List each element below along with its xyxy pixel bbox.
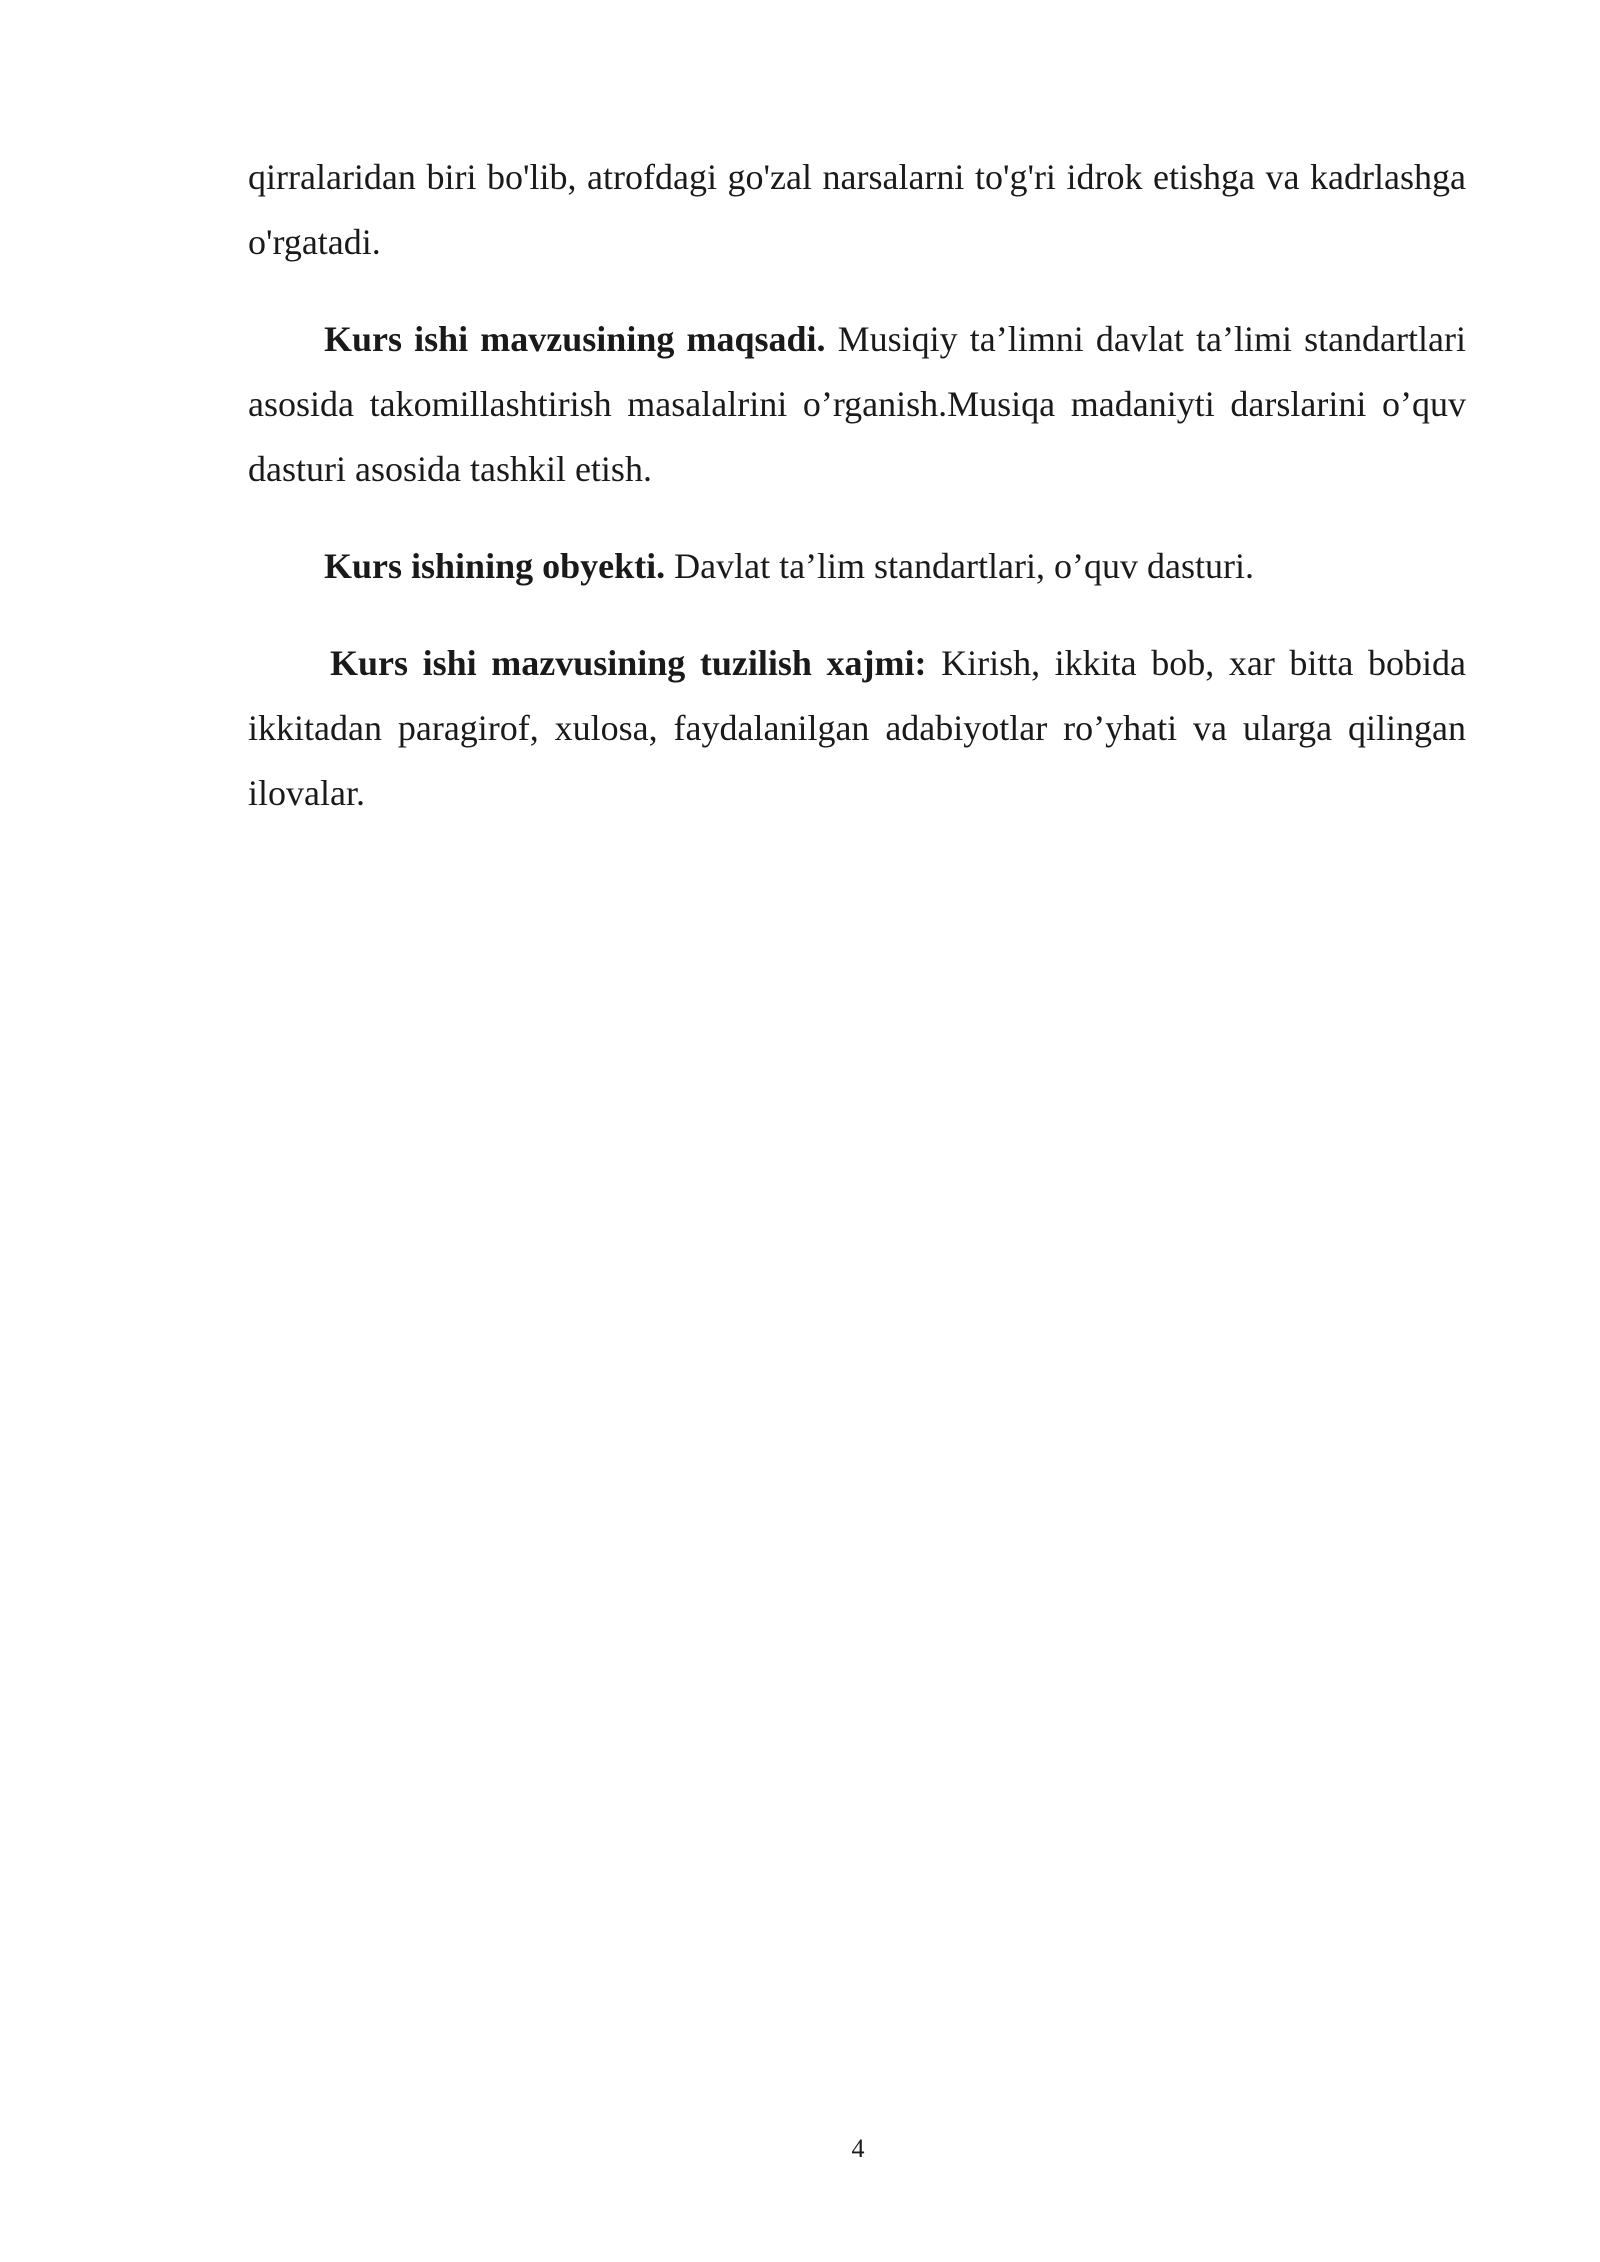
paragraph-structure <box>248 631 1466 826</box>
paragraph-text: qirralaridan biri bo'lib, atrofdagi go'zal narsalarni to'g'ri idrok etishga va kadrlashga o'rgatadi. <box>248 157 1466 262</box>
paragraph-heading: Kurs ishi mazvusining tuzilish xajmi: <box>330 643 927 683</box>
page-number: 4 <box>851 2134 865 2163</box>
body-text <box>248 145 1466 826</box>
paragraph-text: Davlat ta’lim standartlari, o’quv dasturi. <box>665 546 1254 586</box>
paragraph-heading: Kurs ishining obyekti. <box>324 546 666 586</box>
paragraph-goal <box>248 307 1466 502</box>
paragraph-text: Kirish, ikkita bob, xar bitta bobida ikkitadan paragirof, xulosa, faydalanilgan adabiyotlar ro’yhati va ularga qilingan ilovalar. <box>248 643 1466 813</box>
paragraph-continuation <box>248 145 1466 275</box>
paragraph-object <box>248 534 1466 599</box>
paragraph-text: Musiqiy ta’limni davlat ta’limi standartlari asosida takomillashtirish masalalrini o’rganish.Musiqa madaniyti darslarini o’quv dasturi asosida tashkil etish. <box>248 319 1466 489</box>
paragraph-heading: Kurs ishi mavzusining maqsadi. <box>324 319 826 359</box>
